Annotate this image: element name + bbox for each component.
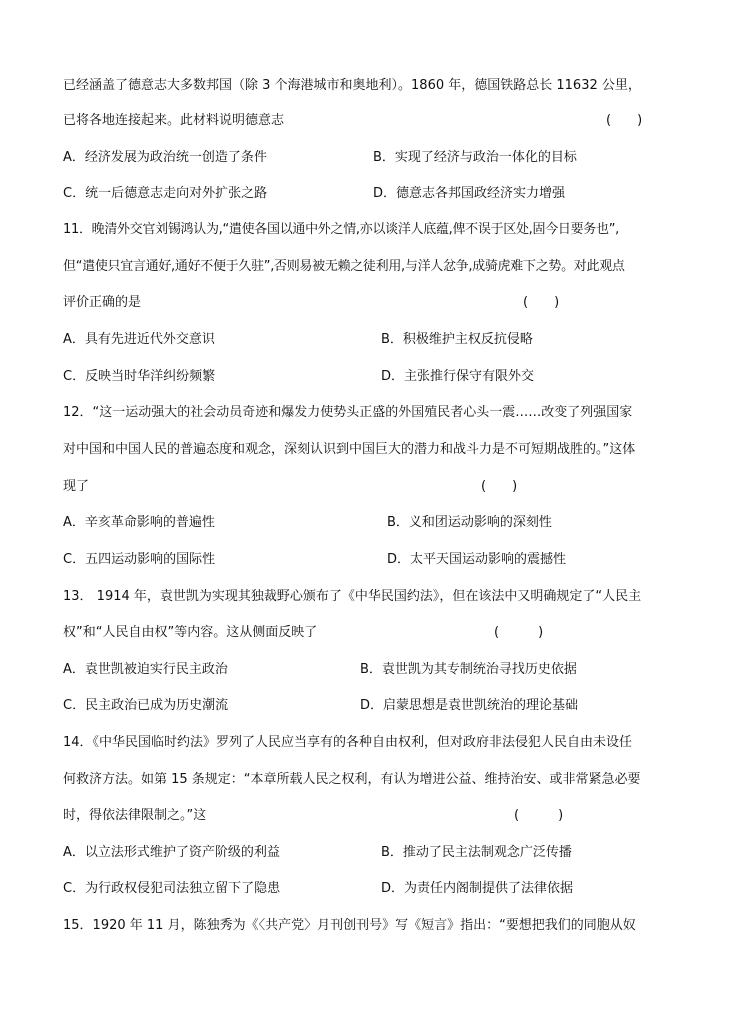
q14-option-d: D．为责任内阁制提供了法律依据 [381, 881, 574, 896]
q11-option-b: B．积极维护主权反抗侵略 [381, 332, 533, 347]
q13-text-line-1: 13． 1914 年，袁世凯为实现其独裁野心颁布了《中华民国约法》，但在该法中又明确规定了“人民主 [63, 589, 642, 604]
q11-option-a: A．具有先进近代外交意识 [63, 332, 215, 347]
q10-text-line-2: 已将各地连接起来。此材料说明德意志 [63, 113, 285, 128]
q11-option-d: D．主张推行保守有限外交 [381, 369, 535, 384]
q13-option-b: B．袁世凯为其专制统治寻找历史依据 [360, 662, 577, 677]
q11-text-line-1: 11．晚清外交官刘锡鸿认为,“遣使各国以通中外之情,亦以谈洋人底蕴,俾不误于区处,固今日要务也”, [63, 222, 619, 237]
q14-answer-parentheses: ( ) [514, 808, 564, 823]
q10-option-a: A．经济发展为政治统一创造了条件 [63, 150, 267, 165]
q12-option-b: B．义和团运动影响的深刻性 [387, 515, 552, 530]
q14-text-line-2: 何救济方法。如第 15 条规定：“本章所载人民之权利，有认为增进公益、维持治安、或非常紧急必要 [63, 772, 641, 787]
q12-text-line-2: 对中国和中国人民的普遍态度和观念，深刻认识到中国巨大的潜力和战斗力是不可短期战胜的。”这体 [63, 442, 636, 457]
q14-text-line-1: 14．《中华民国临时约法》罗列了人民应当享有的各种自由权利，但对政府非法侵犯人民自由未设任 [63, 735, 633, 750]
q10-option-b: B．实现了经济与政治一体化的目标 [373, 150, 577, 165]
q13-option-d: D．启蒙思想是袁世凯统治的理论基础 [360, 698, 579, 713]
q10-answer-parentheses: ( ) [606, 113, 643, 128]
q11-option-c: C．反映当时华洋纠纷频繁 [63, 369, 216, 384]
q13-option-c: C．民主政治已成为历史潮流 [63, 698, 229, 713]
q13-option-a: A．袁世凯被迫实行民主政治 [63, 662, 228, 677]
q14-text-line-3: 时，得依法律限制之。”这 [63, 808, 207, 823]
q14-option-c: C．为行政权侵犯司法独立留下了隐患 [63, 881, 281, 896]
q12-answer-parentheses: ( ) [481, 479, 518, 494]
q12-text-line-3: 现了 [63, 479, 90, 494]
q12-option-d: D．太平天国运动影响的震撼性 [387, 552, 567, 567]
q10-text-line-1: 已经涵盖了德意志大多数邦国（除 3 个海港城市和奥地利）。1860 年，德国铁路总长 11632 公里， [63, 78, 641, 93]
q11-answer-parentheses: ( ) [523, 295, 560, 310]
q15-text-line-1: 15．1920 年 11 月，陈独秀为《〈共产党〉月刊创刊号》写《短言》指出：“要想把我们的同胞从奴 [63, 918, 636, 933]
q14-option-b: B．推动了民主法制观念广泛传播 [381, 845, 572, 860]
q10-option-d: D．德意志各邦国政经济实力增强 [373, 186, 566, 201]
q12-option-c: C．五四运动影响的国际性 [63, 552, 216, 567]
q11-text-line-2: 但“遣使只宜言通好,通好不便于久驻”,否则易被无赖之徒利用,与洋人忿争,成骑虎难下之势。对此观点 [63, 259, 625, 274]
q13-answer-parentheses: ( ) [494, 625, 544, 640]
q12-text-line-1: 12．“这一运动强大的社会动员奇迹和爆发力使势头正盛的外国殖民者心头一震……改变了列强国家 [63, 405, 633, 420]
q13-text-line-2: 权”和“人民自由权”等内容。这从侧面反映了 [63, 625, 318, 640]
q11-text-line-3: 评价正确的是 [63, 295, 142, 310]
q14-option-a: A．以立法形式维护了资产阶级的利益 [63, 845, 280, 860]
q10-option-c: C．统一后德意志走向对外扩张之路 [63, 186, 268, 201]
q12-option-a: A．辛亥革命影响的普遍性 [63, 515, 215, 530]
